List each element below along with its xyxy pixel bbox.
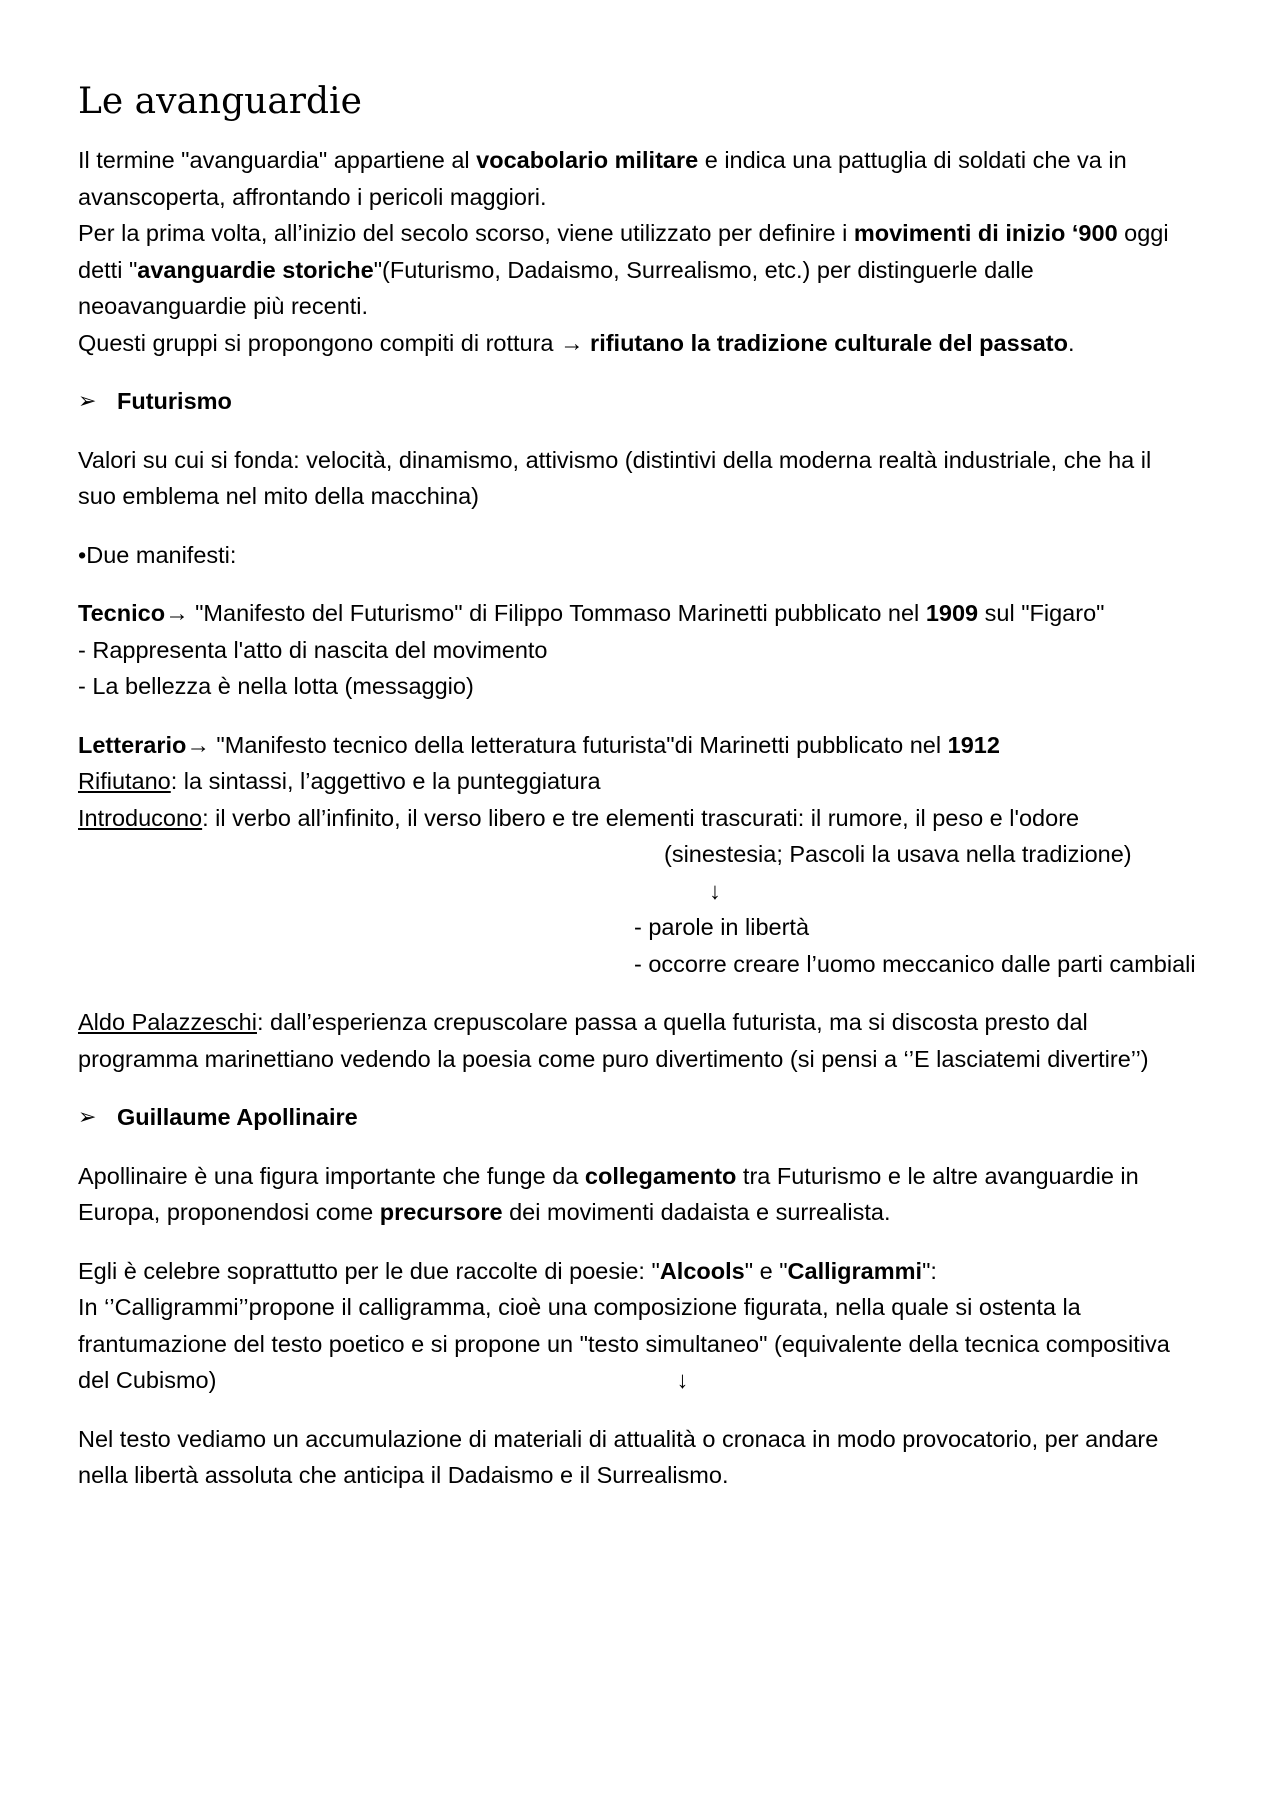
apollinaire-p1: Apollinaire è una figura importante che funge da collegamento tra Futurismo e le altre avanguardie in Europa, proponendosi come precursore dei movimenti dadaista e surrealista.: [78, 1162, 1139, 1225]
aldo-palazzeschi: Aldo Palazzeschi: dall’esperienza crepuscolare passa a quella futurista, ma si discosta presto dal programma marinettiano vedendo la poesia come puro divertimento (si pensi a ‘’E lasciatemi divertire’’): [78, 1009, 1149, 1072]
arrow-bullet-icon: ➢: [78, 388, 97, 413]
apollinaire-p3: Nel testo vediamo un accumulazione di materiali di attualità o cronaca in modo provocatorio, per andare nella libertà assoluta che anticipa il Dadaismo e il Surrealismo.: [78, 1425, 1159, 1488]
bold-rifiutano-tradizione: rifiutano la tradizione culturale del passato: [590, 329, 1068, 356]
heading-label: Futurismo: [117, 388, 232, 414]
section-heading-futurismo: [78, 383, 1218, 420]
bold-movimenti: movimenti di inizio ‘900: [853, 220, 1118, 246]
manifesti-label: •Due manifesti:: [78, 541, 237, 568]
bold-avanguardie-storiche: avanguardie storiche: [137, 256, 374, 283]
down-arrow-icon: ↓: [709, 877, 721, 904]
intro-paragraph: Il termine "avanguardia" appartiene al vocabolario militare e indica una pattuglia di soldati che va in avanscoperta, affrontando i pericoli maggiori. Per la prima volta, all’inizio del secolo scorso, viene utilizzato per definire i movimenti di inizio ‘900 oggi detti "avanguardie storiche"(Futurismo, Dadaismo, Surrealismo, etc.) per distinguerle dalle neoavanguardie più recenti. Questi gruppi si propongono compiti di rottura → rifiutano la tradizione culturale del passato.: [78, 147, 1169, 356]
manifesto-tecnico: Tecnico→ "Manifesto del Futurismo" di Filippo Tommaso Marinetti pubblicato nel 1909 sul "Figaro" - Rappresenta l'atto di nascita del movimento - La bellezza è nella lotta (messaggio): [78, 600, 1105, 699]
futurismo-valori: Valori su cui si fonda: velocità, dinamismo, attivismo (distintivi della moderna realtà industriale, che ha il suo emblema nel mito della macchina): [78, 446, 1152, 509]
arrow-bullet-icon: ➢: [78, 1104, 97, 1129]
heading-label: Guillaume Apollinaire: [117, 1104, 358, 1130]
page-title: Le avanguardie: [78, 81, 362, 122]
section-heading-apollinaire: [78, 1099, 1218, 1136]
manifesto-letterario: Letterario→ "Manifesto tecnico della letteratura futurista"di Marinetti pubblicato nel 1912 Rifiutano: la sintassi, l’aggettivo e la punteggiatura Introducono: il verbo all’infinito, il verso libero e tre elementi trascurati: il rumore, il peso e l'odore (sinestesia; Pascoli la usava nella tradizione) ↓ - parole in libertà - occorre creare l’uomo meccanico dalle parti cambiali: [78, 727, 1218, 983]
bold-vocabolario: vocabolario militare: [476, 147, 699, 173]
document-content: [78, 78, 1218, 1516]
apollinaire-p2: Egli è celebre soprattutto per le due raccolte di poesie: "Alcools" e "Calligrammi": In ‘’Calligrammi’’propone il calligramma, cioè una composizione figurata, nella quale si ostenta la frantumazione del testo poetico e si propone un "testo simultaneo" (equivalente della tecnica compositiva del Cubismo) ↓: [78, 1253, 1218, 1399]
down-arrow-icon: ↓: [676, 1367, 689, 1393]
